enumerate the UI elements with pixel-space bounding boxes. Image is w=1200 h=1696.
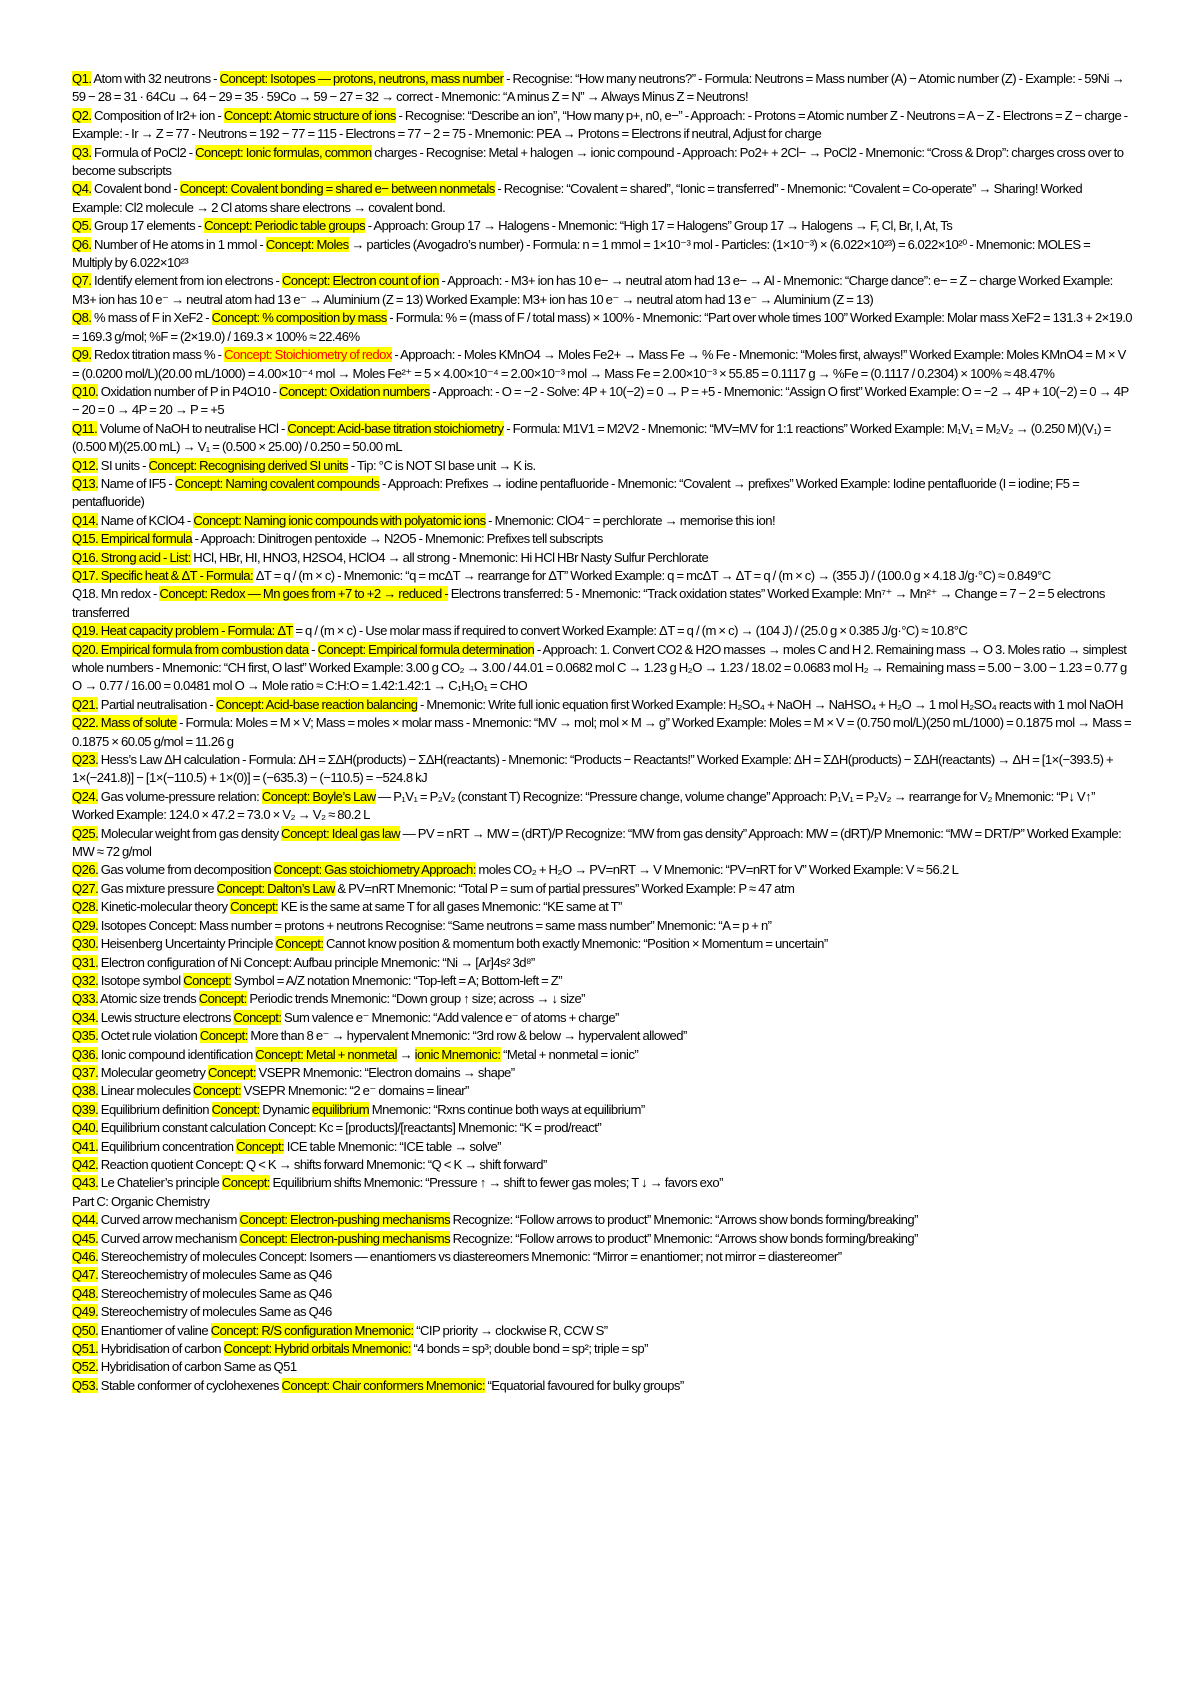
highlighted-text: Q36.: [72, 1046, 99, 1062]
highlighted-text: Concept: Boyle’s Law: [261, 788, 376, 804]
highlighted-text: Q22. Mass of solute: [72, 715, 177, 731]
entry-text: “CIP priority → clockwise R, CCW S”: [413, 1322, 608, 1338]
highlighted-text: Concept:: [199, 1028, 248, 1044]
highlighted-text: Q38.: [72, 1083, 99, 1099]
entry-text: VSEPR Mnemonic: “Electron domains → shape”: [255, 1064, 515, 1080]
entry-text: Redox titration mass % -: [91, 347, 225, 363]
entry-text: — P₁V₁ = P₂V₂ (constant T) Recognize: “Pressure change, volume change” Approach: P₁V₁ = P₂V₂ → rearrange for V₂ Mnemonic: “P↓ V↑” Worked Example: 124.0 × 47.2 = 73.0 × V₂ → V₂ ≈ 80.2 L: [72, 788, 1095, 823]
question-entry-q4: [72, 180, 1132, 217]
entry-text: Electrons transferred: 5 - Mnemonic: “Track oxidation states” Worked Example: Mn⁷⁺ → Mn²⁺ → Change = 7 − 2 = 5 electrons transferred: [72, 586, 1105, 620]
entry-text: = q / (m × c) - Use molar mass if required to convert Worked Example: ΔT = q / (m × c) → (104 J) / (25.0 g × 0.385 J/g·°C) ≈ 10.8°C: [292, 623, 968, 639]
entry-text: % mass of F in XeF2 -: [91, 310, 212, 326]
entry-text: Octet rule violation: [98, 1028, 200, 1044]
highlighted-text: Concept:: [193, 1083, 242, 1099]
question-entry-q42: [72, 1156, 1132, 1174]
highlighted-text: Q51.: [72, 1341, 99, 1357]
highlighted-text: Concept: Chair conformers Mnemonic:: [281, 1377, 485, 1393]
question-entry-q33: [72, 990, 1132, 1008]
highlighted-text: Q14.: [72, 512, 99, 528]
highlighted-text: Q1.: [72, 71, 92, 86]
highlighted-text: Q47.: [72, 1267, 99, 1283]
highlighted-text: Q45.: [72, 1230, 99, 1246]
highlighted-text: Q13.: [72, 475, 99, 491]
highlighted-text: Concept: Acid-base titration stoichiometry: [287, 420, 504, 436]
highlighted-text: Concept:: [233, 1009, 282, 1025]
entry-text: Formula of PoCl2 -: [91, 144, 196, 160]
question-entry-q34: [72, 1009, 1132, 1027]
entry-text: Electron configuration of Ni Concept: Aufbau principle Mnemonic: “Ni → [Ar]4s² 3d⁸”: [98, 954, 535, 970]
entry-text: Reaction quotient Concept: Q < K → shifts forward Mnemonic: “Q < K → shift forward”: [98, 1156, 547, 1172]
highlighted-text: Q40.: [72, 1120, 99, 1136]
highlighted-text: Q11.: [72, 420, 98, 436]
highlighted-text: Q41.: [72, 1138, 99, 1154]
highlighted-text: Q46.: [72, 1249, 99, 1264]
entry-text: → particles (Avogadro’s number) - Formula: n = 1 mmol = 1×10⁻³ mol - Particles: (1×10⁻³) × (6.022×10²³) = 6.022×10²⁰ - Mnemonic: MOLES = Multiply by 6.022×10²³: [72, 236, 1091, 271]
question-entry-q15: [72, 530, 1132, 548]
question-entry-q44: [72, 1211, 1132, 1229]
highlighted-text: equilibrium: [311, 1101, 370, 1117]
entry-text: ICE table Mnemonic: “ICE table → solve”: [284, 1138, 501, 1154]
highlighted-text: Q20. Empirical formula from combustion data: [72, 641, 309, 657]
question-entry-q23: [72, 751, 1132, 788]
entry-text: Curved arrow mechanism: [98, 1230, 240, 1246]
highlighted-text: Concept:: [211, 1101, 260, 1117]
entry-text: Gas volume-pressure relation:: [98, 788, 262, 804]
highlighted-text: Q30.: [72, 936, 99, 952]
highlighted-text: Q17. Specific heat & ΔT - Formula:: [72, 567, 254, 583]
highlighted-text: Concept: Empirical formula determination: [317, 641, 535, 657]
highlighted-text: Q23.: [72, 752, 99, 768]
entry-text: Name of KClO4 -: [98, 512, 194, 528]
highlighted-text: Concept:: [207, 1064, 256, 1080]
question-entry-q26: [72, 861, 1132, 879]
question-entry-q6: [72, 236, 1132, 273]
highlighted-text: Concept:: [230, 899, 279, 915]
highlighted-text: Concept:: [183, 972, 232, 988]
entry-text: - Tip: °C is NOT SI base unit → K is.: [348, 457, 536, 473]
highlighted-text: Q37.: [72, 1064, 99, 1080]
question-entry-q9: [72, 346, 1132, 383]
entry-text: Name of IF5 -: [98, 475, 175, 491]
entry-text: “Equatorial favoured for bulky groups”: [484, 1377, 684, 1393]
question-entry-q37: [72, 1064, 1132, 1082]
highlighted-text: Q28.: [72, 899, 99, 915]
entry-text: SI units -: [98, 457, 149, 473]
question-entry-q29: [72, 917, 1132, 935]
question-entry-q19: [72, 622, 1132, 640]
entry-text: charges - Recognise: Metal + halogen → ionic compound - Approach: Po2+ + 2Cl− → PoCl2 - Mnemonic: “Cross & Drop”: charges cross over to become subscripts: [72, 144, 1124, 179]
highlighted-text: Q25.: [72, 825, 99, 841]
entry-text: Volume of NaOH to neutralise HCl -: [97, 420, 288, 436]
entry-text: & PV=nRT Mnemonic: “Total P = sum of partial pressures” Worked Example: P ≈ 47 atm: [334, 880, 795, 896]
highlighted-text: Concept: Stoichiometry of redox: [224, 347, 392, 363]
entry-text: Covalent bond -: [91, 181, 180, 197]
entry-text: Atomic size trends: [98, 991, 199, 1007]
entry-text: Stereochemistry of molecules Concept: Isomers — enantiomers vs diastereomers Mnemonic: “Mirror = enantiomer; not mirror = diastereomer”: [98, 1249, 842, 1264]
entry-text: - Approach: Dinitrogen pentoxide → N2O5 - Mnemonic: Prefixes tell subscripts: [192, 531, 603, 547]
question-entry-q13: [72, 475, 1132, 512]
entry-text: VSEPR Mnemonic: “2 e⁻ domains = linear”: [241, 1083, 469, 1099]
question-entry-q7: [72, 272, 1132, 309]
question-entry-q47: [72, 1266, 1132, 1284]
entry-text: Cannot know position & momentum both exactly Mnemonic: “Position × Momentum = uncertain”: [323, 936, 828, 952]
question-entry-q5: [72, 217, 1132, 235]
highlighted-text: Q52.: [72, 1359, 99, 1375]
highlighted-text: Q48.: [72, 1285, 99, 1301]
question-entry-q16: [72, 549, 1132, 567]
question-entry-q45: [72, 1230, 1132, 1248]
question-entry-q18: [72, 585, 1132, 622]
highlighted-text: Concept: Atomic structure of ions: [223, 107, 396, 123]
entry-text: Molecular geometry: [98, 1064, 208, 1080]
document-page: [72, 70, 1132, 1395]
entry-text: - Approach: Group 17 → Halogens - Mnemonic: “High 17 = Halogens” Group 17 → Halogens → F, Cl, Br, I, At, Ts: [365, 218, 953, 234]
highlighted-text: Q39.: [72, 1101, 99, 1117]
highlighted-text: Q29.: [72, 917, 99, 933]
highlighted-text: Q26.: [72, 862, 99, 878]
question-entry-q28: [72, 898, 1132, 916]
question-entry-q51: [72, 1340, 1132, 1358]
entry-text: - Recognise: “How many neutrons?” - Formula: Neutrons = Mass number (A) − Atomic number (Z) - Example: - 59Ni → 59 − 28 = 31 · 64Cu → 64 − 29 = 35 · 59Co → 59 − 27 = 32 → correct - Mnemonic: “A minus Z = N” → Always Minus Z = Neutrons!: [72, 71, 1125, 105]
highlighted-text: Concept:: [221, 1175, 270, 1191]
entry-text: Gas volume from decomposition: [98, 862, 274, 878]
highlighted-text: Q8.: [72, 310, 92, 326]
question-entry-q24: [72, 788, 1132, 825]
entry-text: Kinetic-molecular theory: [98, 899, 231, 915]
highlighted-text: Concept: Electron-pushing mechanisms: [239, 1230, 451, 1246]
question-entry-q46: [72, 1248, 1132, 1266]
question-entry-q39: [72, 1101, 1132, 1119]
entry-text: Stereochemistry of molecules Same as Q46: [98, 1267, 332, 1283]
highlighted-text: Concept: Acid-base reaction balancing: [215, 696, 418, 712]
highlighted-text: Concept:: [198, 991, 247, 1007]
highlighted-text: Q42.: [72, 1156, 99, 1172]
question-entry-q12: [72, 457, 1132, 475]
highlighted-text: Concept: Ideal gas law: [281, 825, 401, 841]
highlighted-text: Q27.: [72, 880, 99, 896]
entry-text: Stable conformer of cyclohexenes: [98, 1377, 282, 1393]
question-entry-q40: [72, 1119, 1132, 1137]
entry-text: KE is the same at same T for all gases Mnemonic: “KE same at T”: [278, 899, 622, 915]
highlighted-text: Q7.: [72, 273, 92, 289]
question-entry-q27: [72, 880, 1132, 898]
entry-text: Equilibrium shifts Mnemonic: “Pressure ↑ → shift to fewer gas moles; T ↓ → favors exo”: [269, 1175, 723, 1191]
question-entry-q49: [72, 1303, 1132, 1321]
highlighted-text: Concept: R/S configuration Mnemonic:: [210, 1322, 414, 1338]
highlighted-text: Concept: Hybrid orbitals Mnemonic:: [223, 1341, 411, 1357]
question-entry-q3: [72, 144, 1132, 181]
entry-text: — PV = nRT → MW = (dRT)/P Recognize: “MW from gas density” Approach: MW = (dRT)/P Mnemonic: “MW = DRT/P” Worked Example: MW ≈ 72 g/mol: [72, 825, 1122, 860]
entry-text: Gas mixture pressure: [98, 880, 217, 896]
question-entry-q32: [72, 972, 1132, 990]
question-entry-q21: [72, 696, 1132, 714]
entry-text: →: [396, 1046, 415, 1062]
highlighted-text: Q24.: [72, 788, 99, 804]
entry-text: - Formula: Moles = M × V; Mass = moles × molar mass - Mnemonic: “MV → mol; mol × M → g” Worked Example: Moles = M × V = (0.750 mol/L)(250 mL/1000) = 0.1875 mol → Mass = 0.1875 × 60.05 g/mol = 11.26 g: [72, 715, 1132, 749]
entry-text: Equilibrium definition: [98, 1101, 212, 1117]
entry-text: Atom with 32 neutrons -: [91, 71, 220, 86]
entry-text: Dynamic: [259, 1101, 312, 1117]
highlighted-text: Concept:: [236, 1138, 285, 1154]
question-entry-q17: [72, 567, 1132, 585]
entry-text: Heisenberg Uncertainty Principle: [98, 936, 276, 952]
question-entry-q48: [72, 1285, 1132, 1303]
entry-text: Sum valence e⁻ Mnemonic: “Add valence e⁻ of atoms + charge”: [281, 1009, 619, 1025]
entry-text: Hybridisation of carbon Same as Q51: [98, 1359, 297, 1375]
highlighted-text: Q34.: [72, 1009, 99, 1025]
highlighted-text: Concept: Ionic formulas, common: [195, 144, 372, 160]
highlighted-text: Q2.: [72, 107, 92, 123]
highlighted-text: Q5.: [72, 218, 92, 234]
entry-text: - Recognise: “Covalent = shared”, “Ionic = transferred” - Mnemonic: “Covalent = Co-operate” → Sharing! Worked Example: Cl2 molecule → 2 Cl atoms share electrons → covalent bond.: [72, 181, 1083, 215]
question-list-part-b: [72, 70, 1132, 1193]
entry-text: “Metal + nonmetal = ionic”: [500, 1046, 639, 1062]
highlighted-text: Q44.: [72, 1212, 99, 1228]
entry-text: HCl, HBr, HI, HNO3, H2SO4, HClO4 → all strong - Mnemonic: Hi HCl HBr Nasty Sulfur Perchlorate: [190, 549, 709, 565]
question-entry-q30: [72, 935, 1132, 953]
entry-text: - Approach: Prefixes → iodine pentafluoride - Mnemonic: “Covalent → prefixes” Worked Example: Iodine pentafluoride (I = iodine; F5 = pentafluoride): [72, 475, 1080, 510]
entry-text: Equilibrium concentration: [98, 1138, 237, 1154]
entry-text: Isotope symbol: [98, 972, 184, 988]
highlighted-text: Q3.: [72, 144, 92, 160]
highlighted-text: Concept: Recognising derived SI units: [148, 457, 349, 473]
entry-text: Molecular weight from gas density: [98, 825, 282, 841]
question-entry-q22: [72, 714, 1132, 751]
question-entry-q11: [72, 420, 1132, 457]
highlighted-text: Q50.: [72, 1322, 99, 1338]
highlighted-text: Concept: % composition by mass: [211, 310, 387, 326]
highlighted-text: Concept: Redox — Mn goes from +7 to +2 → reduced -: [159, 586, 449, 602]
highlighted-text: Concept: Gas stoichiometry Approach:: [273, 862, 476, 878]
highlighted-text: Concept: Moles: [265, 236, 349, 252]
entry-text: Hybridisation of carbon: [98, 1341, 224, 1357]
question-entry-q36: [72, 1046, 1132, 1064]
highlighted-text: Concept:: [275, 936, 324, 952]
entry-text: Group 17 elements -: [91, 218, 205, 234]
question-entry-q38: [72, 1082, 1132, 1100]
entry-text: Recognize: “Follow arrows to product” Mnemonic: “Arrows show bonds forming/breaking”: [450, 1212, 918, 1228]
highlighted-text: Q32.: [72, 972, 99, 988]
highlighted-text: Concept: Naming ionic compounds with polyatomic ions: [193, 512, 486, 528]
question-entry-q20: [72, 641, 1132, 696]
highlighted-text: Q12.: [72, 457, 99, 473]
question-list-part-c: [72, 1211, 1132, 1395]
entry-text: Partial neutralisation -: [98, 696, 216, 712]
entry-text: Hess’s Law ΔH calculation - Formula: ΔH = ΣΔH(products) − ΣΔH(reactants) - Mnemonic: “Products − Reactants!” Worked Example: ΔH = ΣΔH(products) − ΣΔH(reactants) → ΔH = [1×(−393.5) + 1×(−241.8)] − [1×(−110.5) + 1×(0)] = (−635.3) − (−110.5) = −524.8 kJ: [72, 752, 1114, 786]
entry-text: ΔT = q / (m × c) - Mnemonic: “q = mcΔT → rearrange for ΔT” Worked Example: q = mcΔT → ΔT = q / (m × c) → (355 J) / (100.0 g × 4.18 J/g·°C) ≈ 0.849°C: [253, 567, 1051, 583]
highlighted-text: Q9.: [72, 347, 92, 363]
highlighted-text: Q16. Strong acid - List:: [72, 549, 191, 565]
highlighted-text: Concept: Metal + nonmetal: [255, 1046, 397, 1062]
question-entry-q43: [72, 1174, 1132, 1192]
entry-text: - Approach: 1. Convert CO2 & H2O masses → moles C and H 2. Remaining mass → O 3. Moles ratio → simplest whole numbers - Mnemonic: “CH first, O last” Worked Example: 3.00 g CO₂ → 3.00 / 44.01 = 0.0682 mol C → 1.23 g H₂O → 1.23 / 18.02 = 0.0683 mol H₂ → Remaining mass = 5.00 − 3.00 − 1.23 = 0.77 g O → 0.77 / 16.00 = 0.0481 mol O → Mole ratio ≈ C:H:O = 1.42:1.42:1 → C₁H₁O₁ = CHO: [72, 641, 1127, 694]
entry-text: Mnemonic: “Rxns continue both ways at equilibrium”: [369, 1101, 645, 1117]
highlighted-text: Q33.: [72, 991, 99, 1007]
question-entry-q31: [72, 954, 1132, 972]
entry-text: - Mnemonic: Write full ionic equation first Worked Example: H₂SO₄ + NaOH → NaHSO₄ + H₂O → 1 mol H₂SO₄ reacts with 1 mol NaOH: [417, 696, 1124, 712]
question-entry-q52: [72, 1358, 1132, 1376]
highlighted-text: Concept: Electron-pushing mechanisms: [239, 1212, 451, 1228]
entry-text: Q18. Mn redox -: [72, 586, 160, 602]
question-entry-q41: [72, 1138, 1132, 1156]
entry-text: Symbol = A/Z notation Mnemonic: “Top-left = A; Bottom-left = Z”: [231, 972, 563, 988]
entry-text: moles CO₂ + H₂O → PV=nRT → V Mnemonic: “PV=nRT for V” Worked Example: V ≈ 56.2 L: [475, 862, 959, 878]
entry-text: -: [308, 641, 318, 657]
highlighted-text: Q10.: [72, 383, 99, 399]
highlighted-text: Concept: Naming covalent compounds: [174, 475, 380, 491]
question-entry-q50: [72, 1322, 1132, 1340]
highlighted-text: Q19. Heat capacity problem - Formula: ΔT: [72, 623, 293, 639]
entry-text: - Approach: - M3+ ion has 10 e− → neutral atom had 13 e− → Al - Mnemonic: “Charge dance”: e− = Z − charge Worked Example: M3+ ion has 10 e⁻ → neutral atom had 13 e⁻ → Aluminium (Z = 13) Worked Example: M3+ ion has 10 e⁻ → neutral atom had 13 e⁻ → Aluminium (Z = 13): [72, 273, 1113, 307]
entry-text: More than 8 e⁻ → hypervalent Mnemonic: “3rd row & below → hypervalent allowed”: [247, 1028, 687, 1044]
highlighted-text: Concept: Oxidation numbers: [279, 383, 430, 399]
highlighted-text: Concept: Periodic table groups: [204, 218, 366, 234]
entry-text: - Formula: M1V1 = M2V2 - Mnemonic: “MV=MV for 1:1 reactions” Worked Example: M₁V₁ = M₂V₂ → (0.250 M)(V₁) = (0.500 M)(25.00 mL) → V₁ = (0.500 × 25.00) / 0.250 = 50.00 mL: [72, 420, 1111, 455]
entry-text: Periodic trends Mnemonic: “Down group ↑ size; across → ↓ size”: [246, 991, 585, 1007]
highlighted-text: Q6.: [72, 236, 92, 252]
highlighted-text: Q35.: [72, 1028, 99, 1044]
entry-text: Le Chatelier’s principle: [98, 1175, 222, 1191]
question-entry-q53: [72, 1377, 1132, 1395]
highlighted-text: Q15. Empirical formula: [72, 531, 193, 547]
question-entry-q8: [72, 309, 1132, 346]
highlighted-text: Q43.: [72, 1175, 99, 1191]
entry-text: Recognize: “Follow arrows to product” Mnemonic: “Arrows show bonds forming/breaking”: [450, 1230, 918, 1246]
highlighted-text: Concept: Dalton’s Law: [216, 880, 335, 896]
highlighted-text: Q53.: [72, 1377, 99, 1393]
highlighted-text: Concept: Covalent bonding = shared e− between nonmetals: [179, 181, 495, 197]
entry-text: - Approach: - O = −2 - Solve: 4P + 10(−2) = 0 → P = +5 - Mnemonic: “Assign O first” Worked Example: O = −2 → 4P + 10(−2) = 0 → 4P − 20 = 0 → 4P = 20 → P = +5: [72, 383, 1129, 418]
entry-text: Stereochemistry of molecules Same as Q46: [98, 1304, 332, 1320]
question-entry-q10: [72, 383, 1132, 420]
entry-text: Equilibrium constant calculation Concept: Kc = [products]/[reactants] Mnemonic: “K = prod/react”: [98, 1120, 602, 1136]
entry-text: Linear molecules: [98, 1083, 194, 1099]
highlighted-text: Q21.: [72, 696, 99, 712]
highlighted-text: ionic Mnemonic:: [414, 1046, 501, 1062]
question-entry-q35: [72, 1027, 1132, 1045]
entry-text: Number of He atoms in 1 mmol -: [91, 236, 266, 252]
entry-text: Ionic compound identification: [98, 1046, 256, 1062]
entry-text: Stereochemistry of molecules Same as Q46: [98, 1285, 332, 1301]
entry-text: - Approach: - Moles KMnO4 → Moles Fe2+ → Mass Fe → % Fe - Mnemonic: “Moles first, always!” Worked Example: Moles KMnO4 = M × V = (0.0200 mol/L)(20.00 mL/1000) = 4.00×10⁻⁴ mol → Moles Fe²⁺ = 5 × 4.00×10⁻⁴ = 2.00×10⁻³ mol → Mass Fe = 2.00×10⁻³ × 55.85 = 0.1117 g → %Fe = (0.1117 / 0.2304) × 100% ≈ 48.47%: [72, 347, 1126, 381]
entry-text: Identify element from ion electrons -: [91, 273, 282, 289]
entry-text: - Recognise: “Describe an ion”, “How many p+, n0, e−” - Approach: - Protons = Atomic number Z - Neutrons = A − Z - Electrons = Z − charge - Example: - Ir → Z = 77 - Neutrons = 192 − 77 = 115 - Electrons = 77 − 2 = 75 - Mnemonic: PEA → Protons = Electrons if neutral, Adjust for charge: [72, 107, 1128, 142]
entry-text: Curved arrow mechanism: [98, 1212, 240, 1228]
highlighted-text: Concept: Electron count of ion: [281, 273, 439, 289]
entry-text: Lewis structure electrons: [98, 1009, 234, 1025]
question-entry-q25: [72, 825, 1132, 862]
question-entry-q14: [72, 512, 1132, 530]
highlighted-text: Concept: Isotopes — protons, neutrons, mass number: [219, 71, 504, 86]
highlighted-text: Q4.: [72, 181, 92, 197]
entry-text: “4 bonds = sp³; double bond = sp²; triple = sp”: [410, 1341, 648, 1357]
question-entry-q1: [72, 70, 1132, 107]
entry-text: - Formula: % = (mass of F / total mass) × 100% - Mnemonic: “Part over whole times 100” Worked Example: Molar mass XeF2 = 131.3 + 2×19.0 = 169.3 g/mol; %F = (2×19.0) / 169.3 × 100% ≈ 22.46%: [72, 310, 1133, 344]
entry-text: Enantiomer of valine: [98, 1322, 211, 1338]
highlighted-text: Q31.: [72, 954, 99, 970]
question-entry-q2: [72, 107, 1132, 144]
entry-text: Isotopes Concept: Mass number = protons + neutrons Recognise: “Same neutrons = same mass number” Mnemonic: “A = p + n”: [98, 917, 772, 933]
section-title-part-c: Part C: Organic Chemistry: [72, 1193, 210, 1209]
entry-text: Oxidation number of P in P4O10 -: [98, 383, 280, 399]
highlighted-text: Q49.: [72, 1304, 99, 1320]
entry-text: Composition of Ir2+ ion -: [91, 107, 224, 123]
entry-text: - Mnemonic: ClO4⁻ = perchlorate → memorise this ion!: [485, 512, 776, 528]
